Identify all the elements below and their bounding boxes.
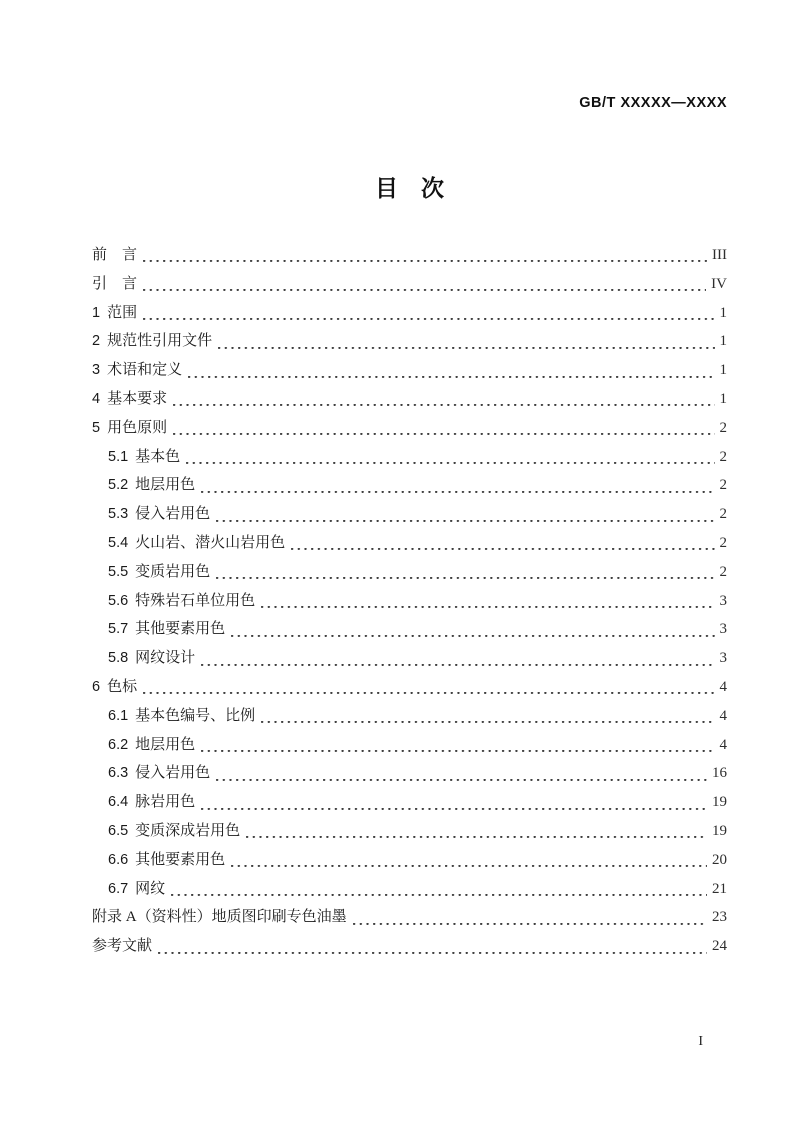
dot-leader — [143, 673, 714, 702]
toc-entry-page-number: 4 — [719, 678, 727, 695]
dot-leader — [171, 875, 707, 904]
toc-entry-number: 6.7 — [108, 880, 129, 897]
toc-entry-number: 6.6 — [108, 851, 129, 868]
dot-leader — [246, 817, 707, 846]
toc-entry-page-number: 3 — [719, 592, 727, 609]
toc-entry-page-number: IV — [711, 275, 727, 292]
toc-entry-title: 网纹 — [135, 880, 166, 897]
toc-entry-page-number: 2 — [719, 448, 727, 465]
toc-entry-page-number: 4 — [719, 707, 727, 724]
dot-leader — [231, 846, 707, 875]
toc-entry[interactable] — [92, 587, 727, 616]
toc-entry-number: 5.1 — [108, 448, 129, 465]
toc-entry[interactable] — [92, 443, 727, 472]
toc-entry-number: 5.2 — [108, 477, 129, 494]
toc-entry-title: 其他要素用色 — [135, 621, 226, 638]
dot-leader — [231, 615, 714, 644]
dot-leader — [143, 241, 707, 270]
toc-entry-title: 网纹设计 — [135, 650, 196, 667]
toc-entry-number: 6.1 — [108, 707, 129, 724]
toc-entry[interactable] — [92, 414, 727, 443]
toc-entry-page-number: 2 — [719, 506, 727, 523]
toc-entry[interactable] — [92, 644, 727, 673]
toc-entry-page-number: 19 — [712, 822, 727, 839]
toc-entry-title: 变质岩用色 — [135, 563, 211, 580]
toc-entry-page-number: 2 — [719, 534, 727, 551]
dot-leader — [201, 644, 714, 673]
toc-entry[interactable] — [92, 241, 727, 270]
toc-entry-number: 5.3 — [108, 506, 129, 523]
toc-entry[interactable] — [92, 875, 727, 904]
toc-entry-title: 侵入岩用色 — [135, 765, 211, 782]
toc-entry-page-number: 21 — [712, 880, 727, 897]
toc-entry-number: 5.5 — [108, 563, 129, 580]
toc-entry-number: 3 — [92, 362, 101, 379]
toc-entry-number: 4 — [92, 390, 101, 407]
toc-entry[interactable] — [92, 731, 727, 760]
dot-leader — [216, 500, 714, 529]
toc-entry[interactable] — [92, 615, 727, 644]
toc-entry-page-number: 1 — [719, 390, 727, 407]
toc-entry-title: 侵入岩用色 — [135, 506, 211, 523]
dot-leader — [201, 731, 714, 760]
footer-page-number: I — [698, 1034, 703, 1049]
dot-leader — [186, 443, 714, 472]
toc-entry-title: 参考文献 — [92, 938, 153, 955]
toc-entry-number: 2 — [92, 333, 101, 350]
dot-leader — [218, 327, 714, 356]
toc-entry-title: 火山岩、潜火山岩用色 — [135, 534, 286, 551]
toc-entry[interactable] — [92, 500, 727, 529]
toc-entry-number: 5 — [92, 419, 101, 436]
toc-entry-title: 基本色 — [135, 448, 181, 465]
toc-entry-number: 6.4 — [108, 794, 129, 811]
toc-entry[interactable] — [92, 702, 727, 731]
dot-leader — [143, 299, 714, 328]
toc-entry-page-number: 2 — [719, 477, 727, 494]
dot-leader — [143, 270, 706, 299]
toc-entry[interactable] — [92, 759, 727, 788]
toc-entry[interactable] — [92, 788, 727, 817]
toc-entry-page-number: 2 — [719, 419, 727, 436]
toc-entry-title: 前 言 — [92, 247, 138, 263]
toc-entry-title: 基本要求 — [107, 390, 168, 407]
page-title: 目 次 — [375, 175, 444, 201]
toc-entry[interactable] — [92, 529, 727, 558]
toc-entry-title: 脉岩用色 — [135, 794, 196, 811]
toc-entry-title: 引 言 — [92, 275, 138, 292]
toc-entry-title: 其他要素用色 — [135, 851, 226, 868]
toc-entry[interactable] — [92, 299, 727, 328]
toc-entry[interactable] — [92, 356, 727, 385]
toc-entry-title: 变质深成岩用色 — [135, 822, 241, 839]
toc-entry-title: 地层用色 — [135, 736, 196, 753]
toc-entry[interactable] — [92, 471, 727, 500]
toc-entry-title: 基本色编号、比例 — [135, 707, 256, 724]
toc-entry-page-number: 24 — [712, 938, 727, 955]
toc-entry-page-number: 16 — [712, 765, 727, 782]
dot-leader — [173, 385, 714, 414]
dot-leader — [353, 903, 707, 932]
toc-entry[interactable] — [92, 385, 727, 414]
toc-entry-page-number: 1 — [719, 304, 727, 321]
dot-leader — [261, 702, 714, 731]
toc-entry-number: 6 — [92, 678, 101, 695]
toc-entry-number: 5.6 — [108, 592, 129, 609]
toc-entry-page-number: 23 — [712, 909, 727, 926]
toc-entry-title: 规范性引用文件 — [107, 333, 213, 350]
toc-entry-title: 特殊岩石单位用色 — [135, 592, 256, 609]
toc-entry[interactable] — [92, 270, 727, 299]
toc-entry-page-number: 2 — [719, 563, 727, 580]
toc-entry-page-number: 1 — [719, 362, 727, 379]
toc-entry-page-number: III — [712, 247, 727, 263]
toc-entry-number: 6.3 — [108, 765, 129, 782]
toc-entry[interactable] — [92, 673, 727, 702]
toc-entry-title: 色标 — [107, 678, 138, 695]
toc-entry-number: 5.8 — [108, 650, 129, 667]
toc-entry-number: 5.4 — [108, 534, 129, 551]
toc-entry-page-number: 3 — [719, 621, 727, 638]
toc-entry[interactable] — [92, 327, 727, 356]
toc-entry[interactable] — [92, 817, 727, 846]
toc-entry-number: 6.2 — [108, 736, 129, 753]
toc-list — [92, 241, 727, 961]
dot-leader — [173, 414, 714, 443]
dot-leader — [201, 471, 714, 500]
toc-entry-number: 6.5 — [108, 822, 129, 839]
toc-entry-page-number: 1 — [719, 333, 727, 350]
dot-leader — [201, 788, 707, 817]
dot-leader — [188, 356, 714, 385]
toc-entry[interactable] — [92, 558, 727, 587]
dot-leader — [216, 759, 707, 788]
toc-entry-title: 术语和定义 — [107, 362, 183, 379]
toc-entry-title: 地层用色 — [135, 477, 196, 494]
dot-leader — [216, 558, 714, 587]
dot-leader — [261, 587, 714, 616]
toc-entry[interactable] — [92, 846, 727, 875]
toc-entry[interactable] — [92, 932, 727, 961]
standard-number-header: GB/T XXXXX—XXXX — [579, 95, 727, 111]
toc-entry[interactable] — [92, 903, 727, 932]
toc-entry-number: 1 — [92, 304, 101, 321]
toc-entry-title: 附录 A（资料性）地质图印刷专色油墨 — [92, 909, 347, 926]
toc-entry-page-number: 19 — [712, 794, 727, 811]
toc-entry-title: 用色原则 — [107, 419, 168, 436]
toc-entry-title: 范围 — [107, 304, 138, 321]
toc-entry-number: 5.7 — [108, 621, 129, 638]
toc-entry-page-number: 3 — [719, 650, 727, 667]
toc-entry-page-number: 4 — [719, 736, 727, 753]
toc-entry-page-number: 20 — [712, 851, 727, 868]
dot-leader — [158, 932, 707, 961]
dot-leader — [291, 529, 714, 558]
